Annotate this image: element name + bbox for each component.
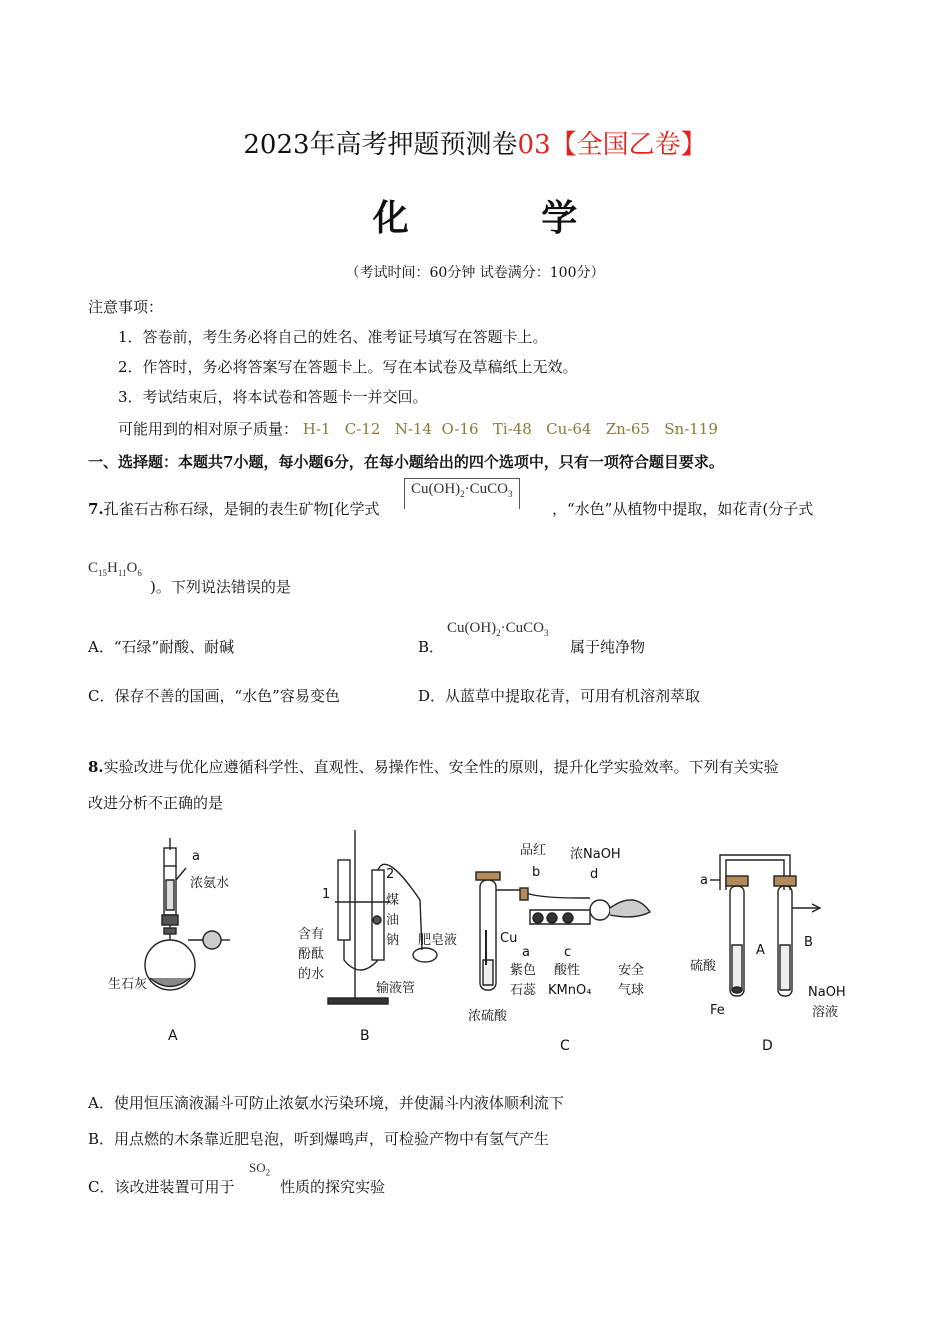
fig-b-tube: 输液管: [376, 981, 416, 996]
title-number: 03: [517, 130, 551, 160]
q8-stem-a: 实验改进与优化应遵循科学性、直观性、易操作性、安全性的原则，提升化学实验效率。下列有关实验: [103, 758, 779, 776]
fig-b-kerosene-2: 油: [386, 913, 400, 928]
q7-formula-bracket: $Cu(OH)_2\cdot CuCO_3$: [404, 478, 520, 509]
q7-number: 7.: [88, 500, 104, 518]
fig-c-litmus-2: 石蕊: [510, 983, 537, 998]
q8-stem-b: 改进分析不正确的是: [88, 794, 224, 812]
subject-title: 化 学: [372, 197, 638, 239]
fig-d-naoh-1: NaOH: [808, 985, 846, 1000]
note-item-2: 2．作答时，务必将答案写在答题卡上。写在本试卷及草稿纸上无效。: [118, 358, 578, 376]
q7-option-d: D．从蓝草中提取花青，可用有机溶剂萃取: [418, 687, 701, 705]
q7-option-b-suffix: 属于纯净物: [570, 638, 646, 656]
fig-b-sodium: 钠: [386, 933, 400, 948]
q8-option-a: A．使用恒压滴液漏斗可防止浓氨水污染环境，并使漏斗内液体顺利流下: [88, 1094, 564, 1112]
q8-number: 8.: [88, 758, 104, 776]
fig-c-litmus-1: 紫色: [510, 963, 537, 978]
fig-c-c: c: [564, 945, 572, 960]
section-heading: 一、选择题：本题共7小题，每小题6分，在每小题给出的四个选项中，只有一项符合题目要求。: [88, 453, 724, 471]
fig-c-caption: C: [560, 1038, 570, 1054]
q7-molecular-formula: $C_{15}H_{11}O_6$: [88, 560, 142, 578]
fig-b-soap: 肥皂液: [418, 933, 458, 948]
q7-option-c: C．保存不善的国画，“水色”容易变色: [88, 687, 340, 705]
fig-b-kerosene-1: 煤: [386, 893, 400, 908]
fig-b-phenol-2: 酚酞: [298, 947, 325, 962]
fig-c-cu: Cu: [500, 931, 518, 946]
fig-c-balloon-2: 气球: [618, 983, 645, 998]
q7-stem-line1: [88, 498, 380, 519]
fig-b-phenol-1: 含有: [298, 927, 325, 942]
fig-b-phenol-3: 的水: [298, 967, 325, 982]
note-item-3: 3．考试结束后，将本试卷和答题卡一并交回。: [118, 388, 428, 406]
fig-d-A: A: [756, 943, 765, 958]
apparatus-figure: [90, 820, 870, 1060]
fig-c-pinhong: 品红: [520, 843, 547, 858]
atomic-mass-label: 可能用到的相对原子质量：: [118, 420, 299, 438]
atomic-mass-line: [118, 418, 718, 439]
apparatus-a-drawing: [145, 838, 230, 990]
apparatus-d-drawing: [710, 855, 820, 996]
title-main: 2023年高考押题预测卷: [243, 130, 518, 160]
q8-option-c-formula: $SO_2$: [249, 1160, 271, 1178]
fig-b-two: 2: [386, 867, 395, 882]
fig-c-d: d: [590, 867, 599, 882]
fig-c-balloon-1: 安全: [618, 963, 645, 978]
q7-stem-c: )。下列说法错误的是: [150, 578, 291, 596]
q7-option-a: A．“石绿”耐酸、耐碱: [88, 638, 235, 656]
atomic-mass-values: H-1 C-12 N-14 O-16 Ti-48 Cu-64 Zn-65 Sn-119: [302, 420, 718, 438]
notes-heading: 注意事项：: [88, 298, 164, 316]
q8-option-b: B．用点燃的木条靠近肥皂泡，听到爆鸣声，可检验产物中有氢气产生: [88, 1130, 550, 1148]
fig-c-kmno4-2: KMnO₄: [548, 983, 592, 998]
note-item-1: 1．答卷前，考生务必将自己的姓名、准考证号填写在答题卡上。: [118, 328, 548, 346]
fig-b-one: 1: [322, 887, 331, 902]
fig-c-b: b: [532, 865, 541, 880]
fig-d-naoh-2: 溶液: [812, 1005, 839, 1020]
q7-option-b-formula: $Cu(OH)_2\cdot CuCO_3$: [447, 620, 549, 638]
q7-stem-b: ，“水色”从植物中提取，如花青(分子式: [552, 500, 814, 518]
fig-a-label-a: a: [192, 849, 200, 864]
q8-stem-line1: [88, 756, 779, 777]
fig-c-a: a: [522, 945, 530, 960]
q7-stem-a: 孔雀石古称石绿，是铜的表生矿物[化学式: [103, 500, 380, 518]
fig-a-caption: A: [168, 1028, 178, 1044]
apparatus-b-drawing: [328, 830, 437, 1004]
exam-title: [0, 124, 950, 161]
fig-a-ammonia: 浓氨水: [190, 876, 230, 891]
fig-a-lime: 生石灰: [108, 977, 148, 992]
fig-d-a: a: [700, 873, 708, 888]
fig-d-acid: 硫酸: [690, 959, 717, 974]
fig-c-kmno4-1: 酸性: [554, 963, 581, 978]
fig-c-acid: 浓硫酸: [468, 1009, 508, 1024]
fig-d-fe: Fe: [710, 1003, 725, 1018]
exam-info: （考试时间：60分钟 试卷满分：100分）: [345, 265, 605, 281]
fig-b-caption: B: [360, 1028, 370, 1044]
q8-option-c-prefix: C．该改进装置可用于: [88, 1178, 235, 1196]
title-tag: 【全国乙卷】: [550, 130, 707, 160]
q8-option-c-suffix: 性质的探究实验: [280, 1178, 386, 1196]
fig-d-caption: D: [762, 1038, 773, 1054]
fig-d-B: B: [804, 935, 813, 950]
q7-option-b-prefix: B．: [418, 638, 445, 656]
fig-c-naoh: 浓NaOH: [570, 847, 621, 862]
